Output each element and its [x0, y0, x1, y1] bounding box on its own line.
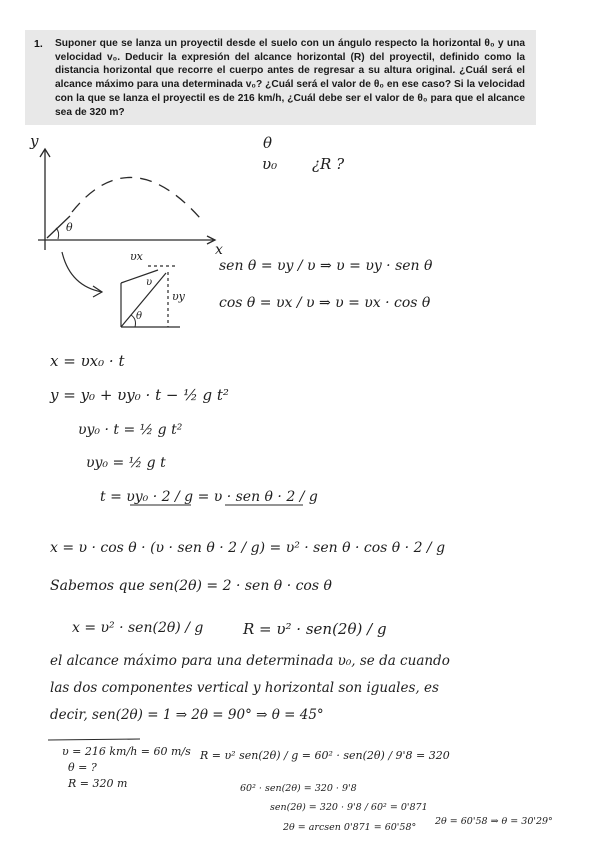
vector-angle-label: θ	[136, 311, 143, 322]
axis-x-label: x	[215, 242, 223, 258]
range-calculation: R = υ² sen(2θ) / g = 60² · sen(2θ) / 9'8 = 320	[200, 749, 450, 762]
sine-relation: sen θ = υy / υ ⇒ υ = υy · sen θ	[219, 258, 433, 274]
vx-line	[121, 270, 158, 283]
range-expression-x: x = υ² · sen(2θ) / g	[72, 620, 204, 636]
data-separator	[48, 739, 140, 740]
problem-statement: Suponer que se lanza un proyectil desde el suelo con un ángulo respecto la horizontal θ₀ y una velocidad v₀. Deducir la expresión del alcance horizontal (R) del proyectil, definido como la distancia horizontal que recorre el cuerpo antes de regresar a su altura original. ¿Cuál será el alcance máximo para una determinada v₀? ¿Cuál será el valor de θ₀ en ese caso? Si la velocidad con la que se lanza el proyectil es de 216 km/h, ¿Cuál debe ser el valor de θ₀ para que el alcance sea de 320 m?	[55, 38, 525, 118]
launch-angle-label: θ	[66, 221, 73, 234]
given-velocity: υ₀	[262, 155, 278, 173]
cosine-relation: cos θ = υx / υ ⇒ υ = υx · cos θ	[219, 295, 431, 311]
data-theta: θ = ?	[68, 761, 97, 774]
vy-label: υy	[172, 290, 185, 303]
data-range: R = 320 m	[68, 777, 128, 790]
x-equation: x = υx₀ · t	[50, 352, 125, 370]
axis-y-label: y	[30, 132, 39, 150]
double-angle-identity: Sabemos que sen(2θ) = 2 · sen θ · cos θ	[50, 578, 332, 594]
trajectory	[72, 177, 200, 218]
range-formula: R = υ² · sen(2θ) / g	[243, 620, 387, 638]
zoom-arrow	[62, 252, 102, 292]
given-theta: θ	[263, 134, 273, 152]
conclusion-line-2: las dos componentes vertical y horizontal son iguales, es	[50, 680, 439, 696]
vx-label: υx	[130, 250, 143, 263]
v-label: υ	[146, 277, 153, 288]
derivation-step-1: υy₀ · t = ½ g t²	[78, 422, 183, 438]
unknown-R: ¿R ?	[312, 155, 345, 173]
data-velocity: υ = 216 km/h = 60 m/s	[62, 745, 191, 758]
final-answer: 2θ = 60'58 ⇒ θ = 30'29°	[435, 816, 553, 827]
y-equation: y = y₀ + υy₀ · t − ½ g t²	[50, 386, 229, 404]
calc-step-3: 2θ = arcsen 0'871 = 60'58°	[283, 822, 417, 833]
conclusion-line-1: el alcance máximo para una determinada υ₀, se da cuando	[50, 653, 450, 669]
derivation-step-2: υy₀ = ½ g t	[86, 455, 166, 471]
calc-step-2: sen(2θ) = 320 · 9'8 / 60² = 0'871	[270, 802, 428, 813]
problem-number: 1.	[34, 38, 43, 50]
conclusion-line-3: decir, sen(2θ) = 1 ⇒ 2θ = 90° ⇒ θ = 45°	[50, 707, 324, 723]
time-of-flight: t = υy₀ · 2 / g = υ · sen θ · 2 / g	[100, 489, 318, 505]
x-substitution: x = υ · cos θ · (υ · sen θ · 2 / g) = υ² · sen θ · cos θ · 2 / g	[50, 540, 446, 556]
calc-step-1: 60² · sen(2θ) = 320 · 9'8	[240, 783, 357, 794]
